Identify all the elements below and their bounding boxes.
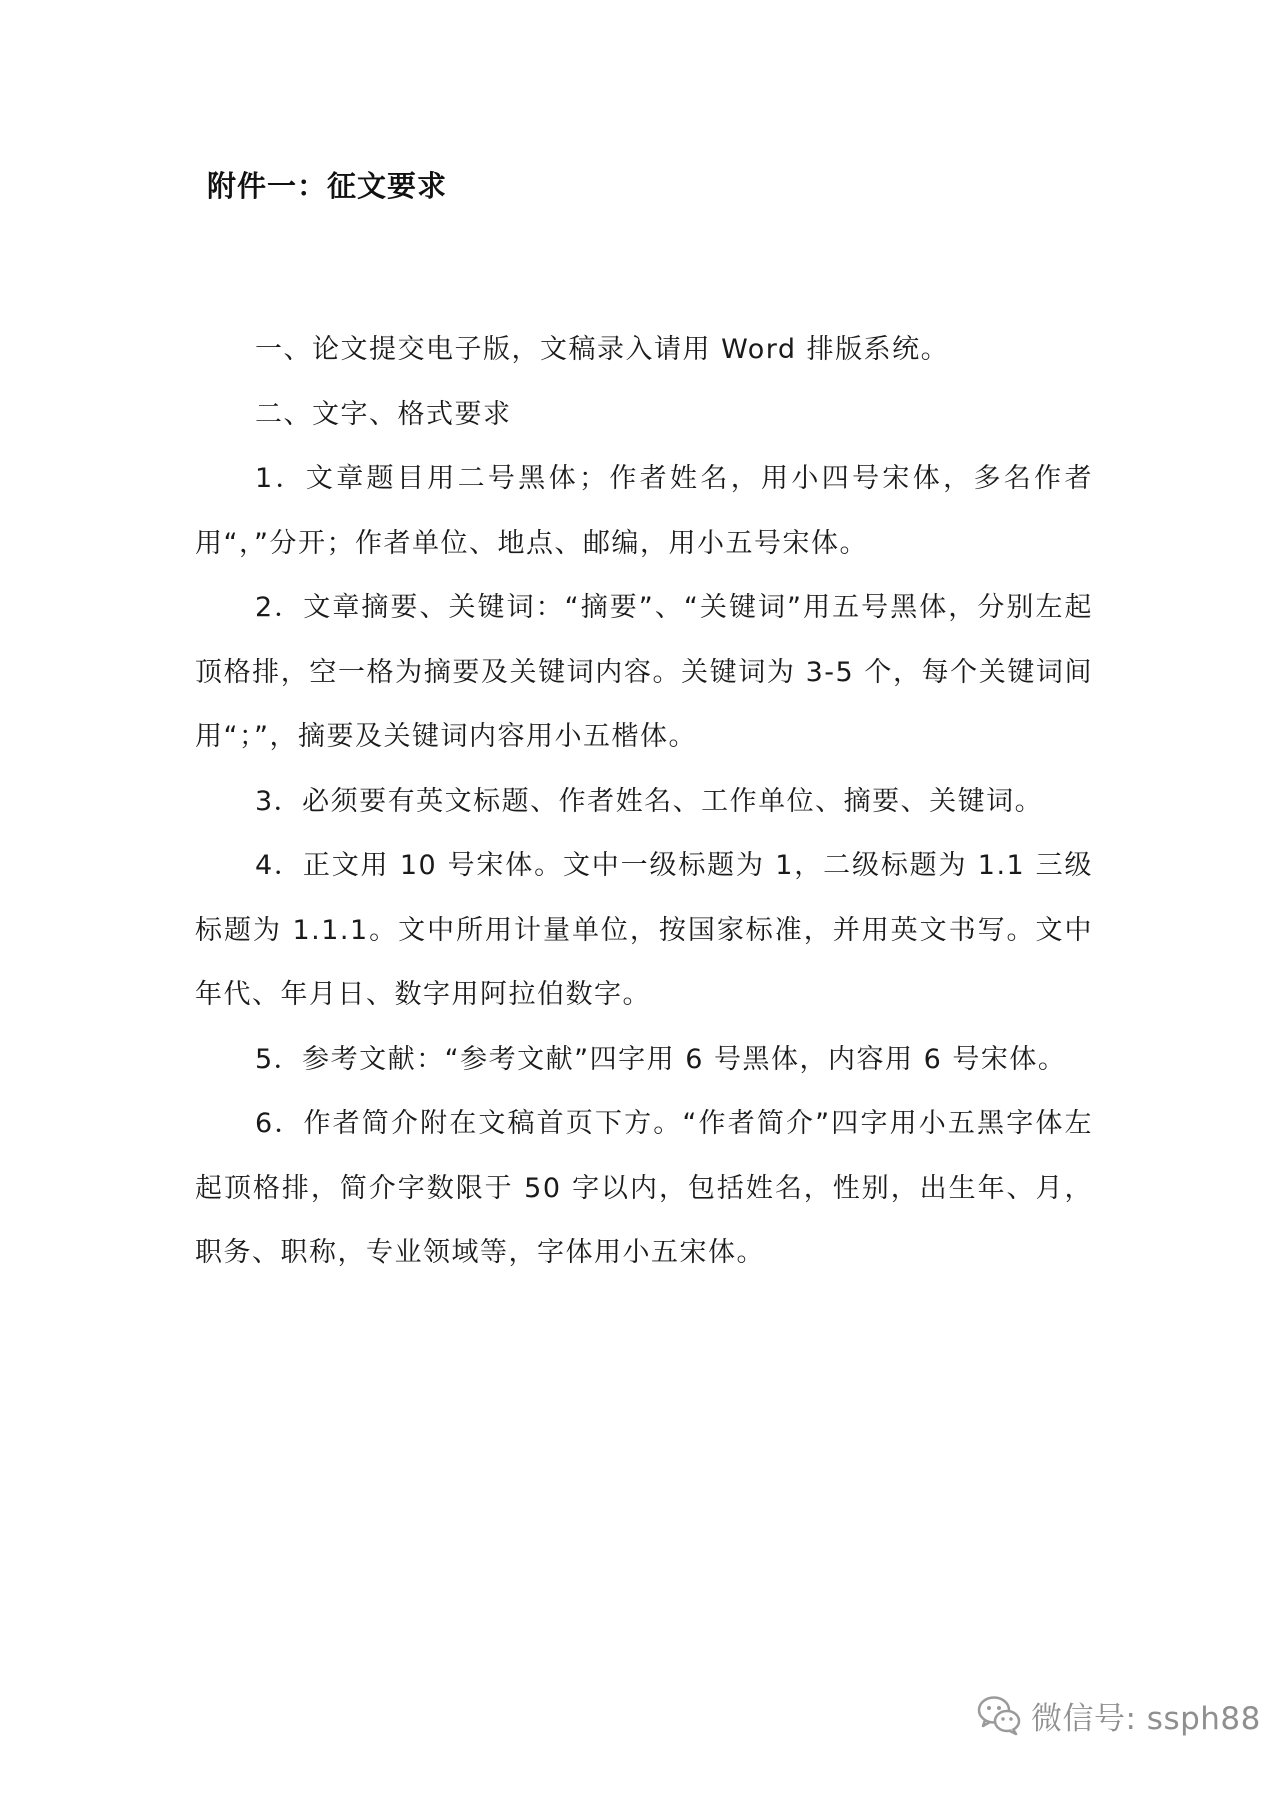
paragraph-format-heading: 二、文字、格式要求: [255, 398, 512, 430]
paragraph-submission: 一、论文提交电子版，文稿录入请用 Word 排版系统。: [255, 334, 950, 365]
document-body: [195, 318, 1093, 1286]
paragraph-item-6: 6．作者简介附在文稿首页下方。“作者简介”四字用小五黑字体左起顶格排，简介字数限于 50 字以内，包括姓名，性别，出生年、月，职务、职称，专业领域等，字体用小五宋体。: [195, 1108, 1093, 1268]
wechat-icon: [975, 1691, 1023, 1739]
paragraph-item-5: 5．参考文献：“参考文献”四字用 6 号黑体，内容用 6 号宋体。: [255, 1043, 1067, 1075]
paragraph-item-4: 4．正文用 10 号宋体。文中一级标题为 1，二级标题为 1.1 三级标题为 1.1.1。文中所用计量单位，按国家标准，并用英文书写。文中年代、年月日、数字用阿拉伯数字。: [195, 850, 1093, 1010]
paragraph-item-3: 3．必须要有英文标题、作者姓名、工作单位、摘要、关键词。: [255, 785, 1044, 817]
page-title: 附件一：征文要求: [207, 169, 448, 203]
watermark-text: 微信号: ssph88: [1031, 1700, 1261, 1737]
paragraph-item-2: 2．文章摘要、关键词：“摘要”、“关键词”用五号黑体，分别左起顶格排，空一格为摘要及关键词内容。关键词为 3-5 个，每个关键词间用“；”，摘要及关键词内容用小五楷体。: [195, 592, 1093, 752]
paragraph-item-1: 1．文章题目用二号黑体；作者姓名，用小四号宋体，多名作者用“，”分开；作者单位、地点、邮编，用小五号宋体。: [195, 463, 1093, 559]
wechat-watermark: [975, 1690, 1261, 1740]
